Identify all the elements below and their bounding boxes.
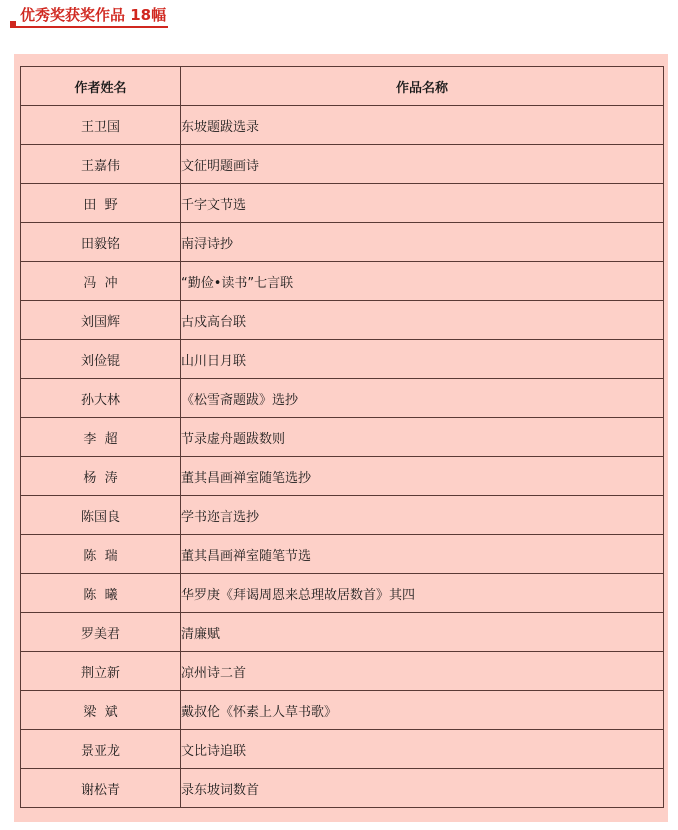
table-row: [21, 613, 664, 652]
work-cell: 董其昌画禅室随笔节选: [181, 535, 664, 574]
work-cell: 古戍高台联: [181, 301, 664, 340]
table-row: [21, 184, 664, 223]
work-cell: 录东坡词数首: [181, 769, 664, 808]
author-cell: 孙大林: [21, 379, 181, 418]
table-row: [21, 769, 664, 808]
table-row: [21, 301, 664, 340]
table-row: [21, 418, 664, 457]
table-row: [21, 262, 664, 301]
work-cell: 学书迩言选抄: [181, 496, 664, 535]
author-cell: 杨 涛: [21, 457, 181, 496]
table-row: [21, 574, 664, 613]
author-cell: 王嘉伟: [21, 145, 181, 184]
work-cell: 节录虚舟题跋数则: [181, 418, 664, 457]
table-row: [21, 457, 664, 496]
table-header-row: [21, 67, 664, 106]
author-cell: 王卫国: [21, 106, 181, 145]
table-row: [21, 340, 664, 379]
awards-table: [20, 66, 664, 808]
author-cell: 谢松青: [21, 769, 181, 808]
author-cell: 陈国良: [21, 496, 181, 535]
table-row: [21, 652, 664, 691]
work-cell: 文征明题画诗: [181, 145, 664, 184]
work-cell: 戴叔伦《怀素上人草书歌》: [181, 691, 664, 730]
author-cell: 刘国辉: [21, 301, 181, 340]
section-title: 优秀奖获奖作品 18幅: [20, 6, 167, 24]
awards-table-body: [21, 106, 664, 808]
work-cell: 《松雪斋题跋》选抄: [181, 379, 664, 418]
author-cell: 荆立新: [21, 652, 181, 691]
work-cell: 山川日月联: [181, 340, 664, 379]
table-row: [21, 691, 664, 730]
title-underline: [10, 26, 168, 28]
author-cell: 冯 冲: [21, 262, 181, 301]
author-cell: 罗美君: [21, 613, 181, 652]
table-row: [21, 535, 664, 574]
table-row: [21, 223, 664, 262]
table-row: [21, 496, 664, 535]
author-cell: 陈 瑞: [21, 535, 181, 574]
work-cell: 文比诗追联: [181, 730, 664, 769]
author-cell: 田毅铭: [21, 223, 181, 262]
author-cell: 田 野: [21, 184, 181, 223]
author-cell: 李 超: [21, 418, 181, 457]
work-cell: 东坡题跋选录: [181, 106, 664, 145]
work-cell: 清廉赋: [181, 613, 664, 652]
work-cell: 华罗庚《拜谒周恩来总理故居数首》其四: [181, 574, 664, 613]
work-cell: 南浔诗抄: [181, 223, 664, 262]
table-row: [21, 145, 664, 184]
author-cell: 梁 斌: [21, 691, 181, 730]
table-row: [21, 106, 664, 145]
work-cell: “勤俭•读书”七言联: [181, 262, 664, 301]
work-column-header: 作品名称: [181, 67, 664, 106]
awards-table-panel: [14, 54, 668, 822]
author-cell: 陈 曦: [21, 574, 181, 613]
author-column-header: 作者姓名: [21, 67, 181, 106]
work-cell: 董其昌画禅室随笔选抄: [181, 457, 664, 496]
work-cell: 凉州诗二首: [181, 652, 664, 691]
author-cell: 景亚龙: [21, 730, 181, 769]
table-row: [21, 379, 664, 418]
table-row: [21, 730, 664, 769]
author-cell: 刘俭锟: [21, 340, 181, 379]
work-cell: 千字文节选: [181, 184, 664, 223]
